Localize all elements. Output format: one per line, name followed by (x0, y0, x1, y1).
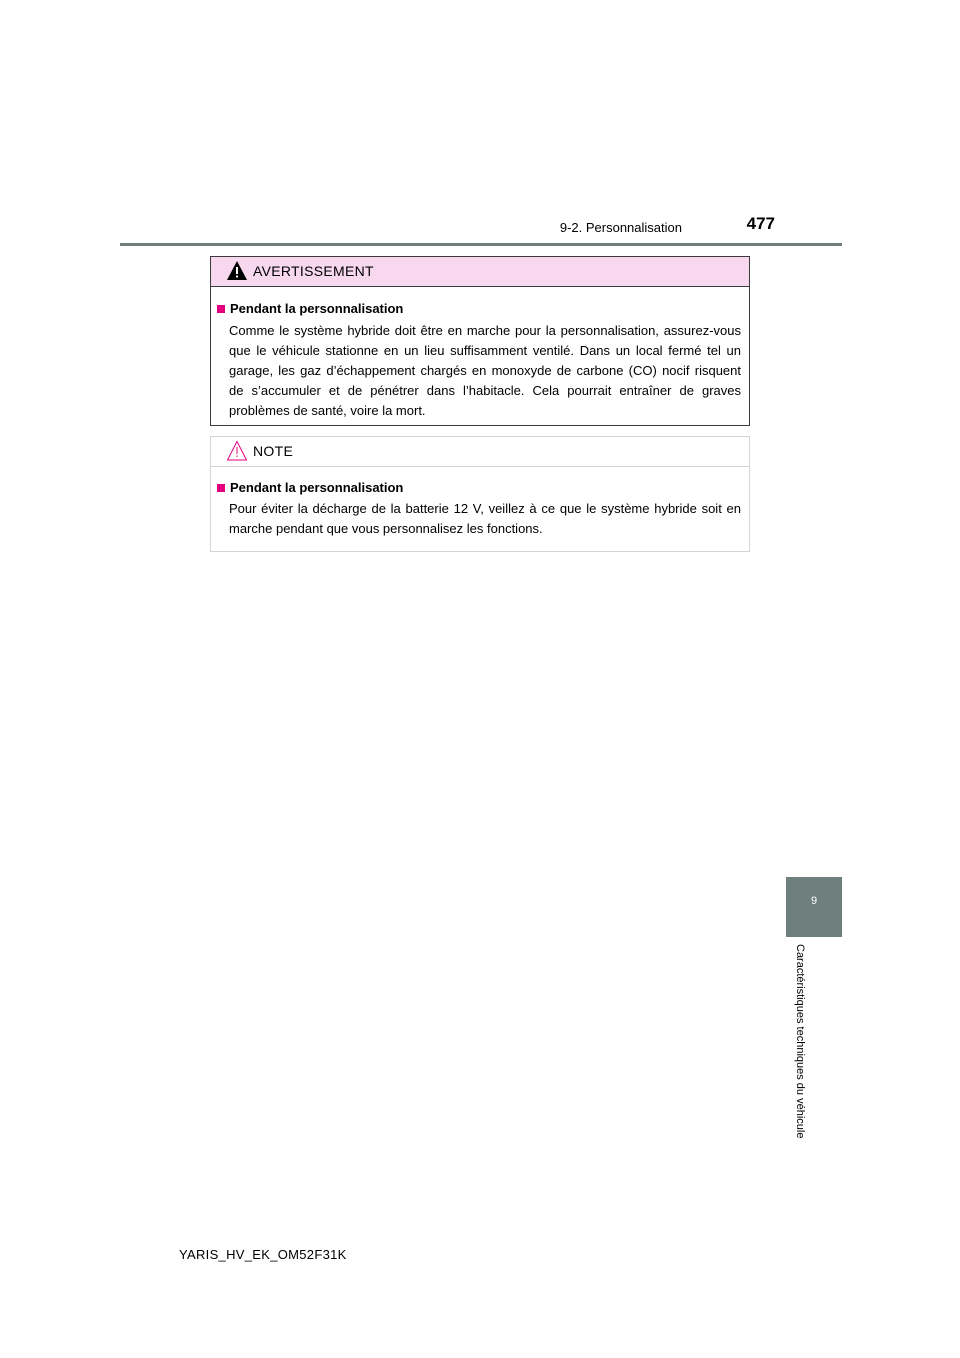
caution-triangle-icon (226, 440, 248, 462)
warning-body-text: Comme le système hybride doit être en marche pour la personnalisation, assurez-vous que le véhicule stationne en un lieu suffisamment ventilé. Dans un local fermé tel un garage, les gaz d’échappement chargés en monoxyde de carbone (CO) nocif risquent de s’accumuler et de pénétrer dans l’habitacle. Cela pourrait entraîner de graves problèmes de santé, voire la mort. (229, 323, 741, 418)
document-code: YARIS_HV_EK_OM52F31K (179, 1247, 347, 1262)
note-body-text: Pour éviter la décharge de la batterie 12 V, veillez à ce que le système hybride soit en marche pendant que vous personnalisez les fonctions. (229, 501, 741, 536)
warning-header (211, 257, 749, 287)
square-bullet-icon (217, 484, 225, 492)
warning-heading-text: Pendant la personnalisation (230, 301, 404, 316)
warning-triangle-icon (226, 260, 248, 282)
warning-box (210, 256, 750, 426)
note-title: NOTE (253, 443, 294, 459)
note-item-heading (217, 480, 403, 495)
section-title: 9-2. Personnalisation (559, 220, 682, 235)
header-divider (120, 243, 842, 246)
warning-title: AVERTISSEMENT (253, 263, 374, 279)
square-bullet-icon (217, 305, 225, 313)
chapter-label: Caractéristiques techniques du véhicule (794, 944, 806, 1139)
note-header (211, 437, 749, 467)
warning-item-heading (217, 301, 403, 316)
note-box (210, 436, 750, 552)
note-heading-text: Pendant la personnalisation (230, 480, 404, 495)
page-number: 477 (746, 214, 775, 233)
chapter-tab: 9 (786, 877, 842, 937)
